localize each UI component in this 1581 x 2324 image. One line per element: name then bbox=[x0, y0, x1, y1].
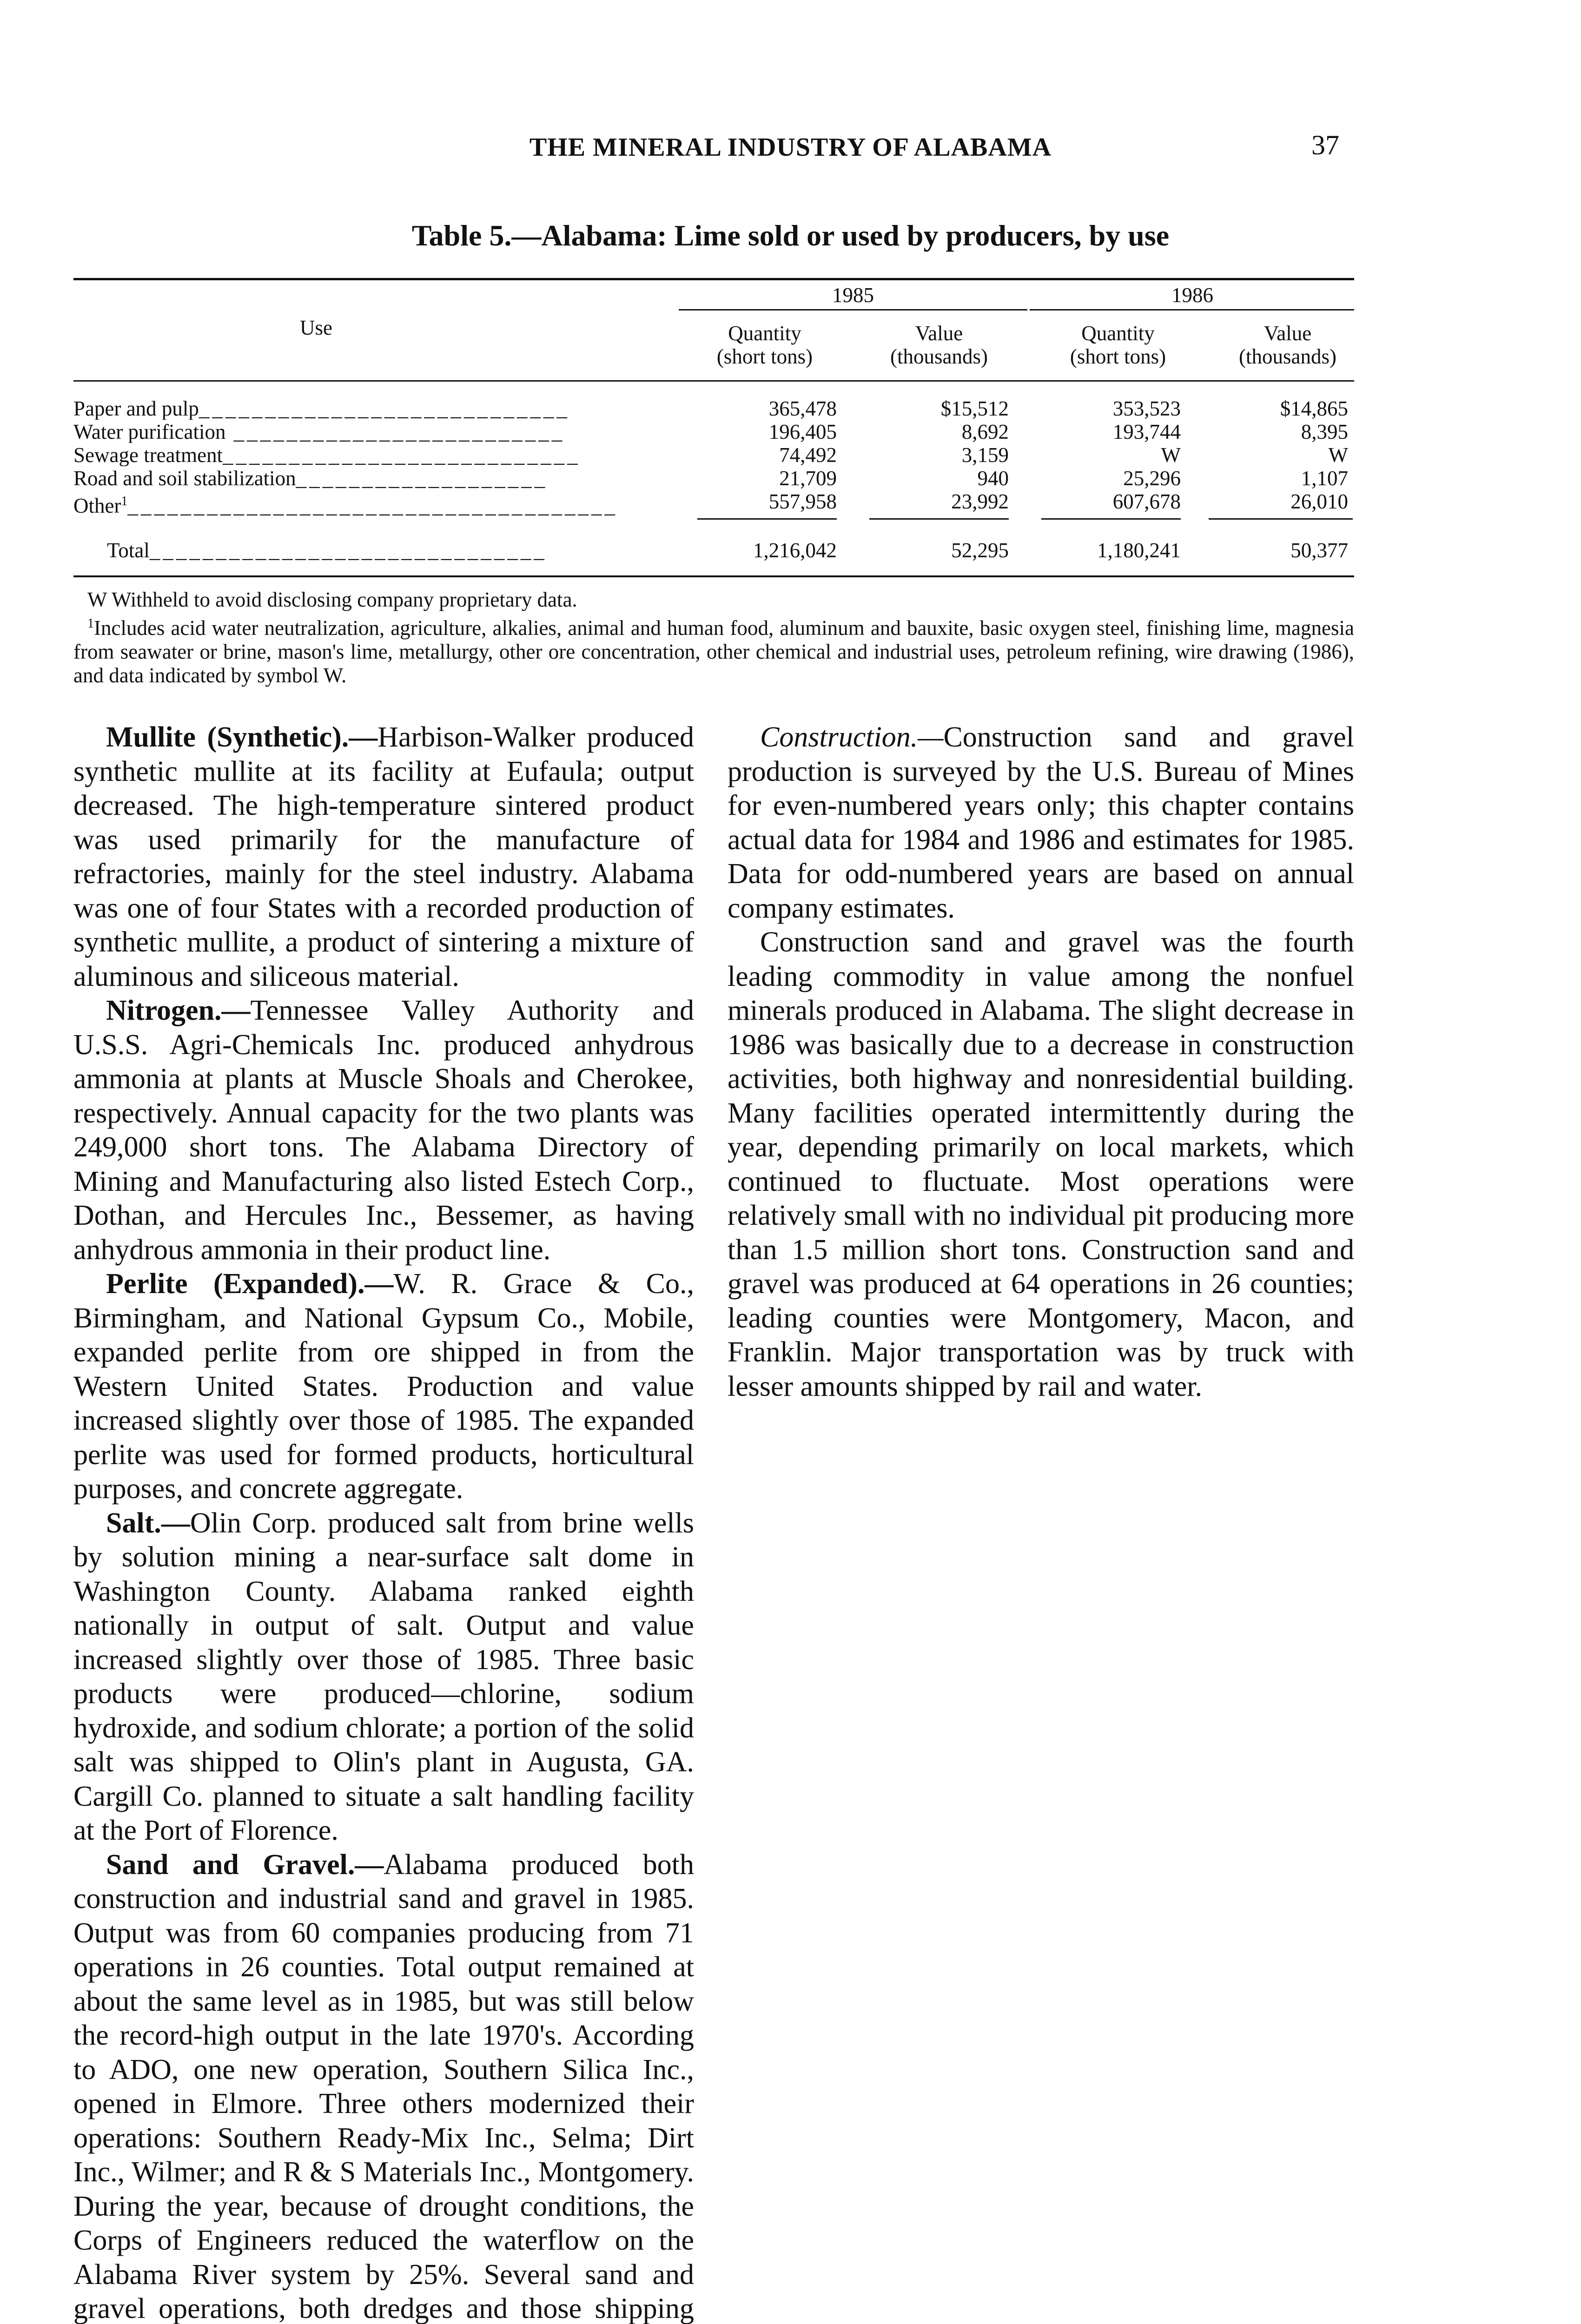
body-column-right bbox=[728, 720, 1354, 1404]
cell-qty-1985: 365,478 bbox=[768, 397, 837, 420]
total-value-1986: 50,377 bbox=[1290, 539, 1348, 562]
cell-qty-1986: W bbox=[1161, 443, 1181, 467]
cell-qty-1985: 557,958 bbox=[768, 490, 837, 513]
footnote-w: W Withheld to avoid disclosing company proprietary data. bbox=[87, 588, 577, 611]
col-header-value-1985: Value (thousands) bbox=[890, 322, 988, 368]
table-top-rule bbox=[73, 278, 1354, 280]
total-qty-1985: 1,216,042 bbox=[753, 539, 837, 562]
total-rule bbox=[1041, 518, 1181, 520]
running-header: THE MINERAL INDUSTRY OF ALABAMA bbox=[529, 133, 1052, 162]
paragraph-perlite: Perlite (Expanded).—W. R. Grace & Co., Birmingham, and National Gypsum Co., Mobile, expanded perlite from ore shipped in from the Western United States. Production and value increased slightly over those of 1985. The expanded perlite was used for formed products, horticultural purposes, and concrete aggregate. bbox=[73, 1268, 694, 1505]
cell-qty-1985: 21,709 bbox=[779, 467, 837, 490]
row-use-label: Paper and pulp____________________________ bbox=[73, 397, 570, 420]
table-title: Table 5.—Alabama: Lime sold or used by producers, by use bbox=[411, 219, 1170, 252]
cell-value-1985: 23,992 bbox=[951, 490, 1009, 513]
paragraph-construction: Construction.—Construction sand and gravel production is surveyed by the U.S. Bureau of Mines for even-numbered years only; this chapter contains actual data for 1984 and 1986 and estimates for 1985. Data for odd-numbered years are based on annual company estimates. bbox=[728, 721, 1354, 924]
cell-value-1986: 8,395 bbox=[1301, 420, 1348, 443]
table-bottom-rule bbox=[73, 575, 1354, 577]
year-1985-header: 1985 bbox=[832, 284, 874, 307]
paragraph-construction-2: Construction sand and gravel was the fourth leading commodity in value among the nonfuel minerals produced in Alabama. The slight decrease in 1986 was basically due to a decrease in construction activities, both highway and nonresidential building. Many facilities operated intermittently during the year, depending primarily on local markets, which continued to fluctuate. Most operations were relatively small with no individual pit producing more than 1.5 million short tons. Construction sand and gravel was produced at 64 operations in 26 counties; leading counties were Montgomery, Macon, and Franklin. Major transportation was by truck with lesser amounts shipped by rail and water. bbox=[728, 926, 1354, 1402]
cell-value-1985: $15,512 bbox=[940, 397, 1009, 420]
total-rule bbox=[697, 518, 837, 520]
col-header-qty-1986: Quantity (short tons) bbox=[1070, 322, 1166, 368]
paragraph-mullite: Mullite (Synthetic).—Harbison-Walker produced synthetic mullite at its facility at Eufaula; output decreased. The high-temperature sintered product was used primarily for the manufacture of refractories, mainly for the steel industry. Alabama was one of four States with a recorded production of synthetic mullite, a product of sintering a mixture of aluminous and siliceous material. bbox=[73, 721, 694, 992]
cell-value-1986: 26,010 bbox=[1290, 490, 1348, 513]
row-use-label: Sewage treatment___________________________ bbox=[73, 444, 581, 466]
page-number: 37 bbox=[1311, 130, 1339, 160]
paragraph-nitrogen: Nitrogen.—Tennessee Valley Authority and U.S.S. Agri-Chemicals Inc. produced anhydrous ammonia at plants at Muscle Shoals and Cherokee, respectively. Annual capacity for the two plants was 249,000 short tons. The Alabama Directory of Mining and Manufacturing also listed Estech Corp., Dothan, and Hercules Inc., Bessemer, as having anhydrous ammonia in their product line. bbox=[73, 995, 694, 1266]
paragraph-sand-gravel: Sand and Gravel.—Alabama produced both construction and industrial sand and gravel in 1985. Output was from 60 companies producing from 71 operations in 26 counties. Total output remained at about the same level as in 1985, but was still below the record-high output in the late 1970's. According to ADO, one new operation, Southern Silica Inc., opened in Elmore. Three others modernized their operations: Southern Ready-Mix Inc., Selma; Dirt Inc., Wilmer; and R & S Materials Inc., Montgomery. During the year, because of drought conditions, the Corps of Engineers reduced the waterflow on the Alabama River system by 25%. Several sand and gravel operations, both dredges and those shipping bbox=[73, 1849, 694, 2324]
year-1986-spanner-rule bbox=[1030, 309, 1354, 310]
paragraph-salt: Salt.—Olin Corp. produced salt from brine wells by solution mining a near-surface salt dome in Washington County. Alabama ranked eighth nationally in output of salt. Output and value increased slightly over those of 1985. Three basic products were produced—chlorine, sodium hydroxide, and sodium chlorate; a portion of the solid salt was shipped to Olin's plant in Augusta, GA. Cargill Co. planned to situate a salt handling facility at the Port of Florence. bbox=[73, 1507, 694, 1846]
cell-value-1986: $14,865 bbox=[1280, 397, 1348, 420]
total-qty-1986: 1,180,241 bbox=[1097, 539, 1181, 562]
total-rule bbox=[1209, 518, 1353, 520]
row-use-label: Other$^1$_____________________________________ bbox=[73, 494, 618, 517]
cell-qty-1986: 193,744 bbox=[1112, 420, 1181, 443]
body-column-left bbox=[73, 720, 694, 2324]
cell-value-1985: 3,159 bbox=[961, 443, 1009, 467]
row-use-label: Road and soil stabilization___________________ bbox=[73, 467, 548, 489]
cell-qty-1985: 196,405 bbox=[768, 420, 837, 443]
col-header-qty-1985: Quantity (short tons) bbox=[716, 322, 813, 368]
stub-header: Use bbox=[300, 316, 332, 339]
year-1985-spanner-rule bbox=[679, 309, 1027, 310]
footnote-1: $^1$Includes acid water neutralization, agriculture, alkalies, animal and human food, aluminum and bauxite, basic oxygen steel, finishing lime, magnesia from seawater or brine, mason's lime, metallurgy, other ore concentration, other chemical and industrial uses, petroleum refining, wire drawing (1986), and data indicated by symbol W. bbox=[73, 616, 1354, 687]
total-value-1985: 52,295 bbox=[951, 539, 1009, 562]
year-1986-header: 1986 bbox=[1171, 284, 1213, 307]
table-footnotes bbox=[73, 588, 1354, 687]
cell-qty-1986: 353,523 bbox=[1112, 397, 1181, 420]
cell-value-1986: W bbox=[1328, 443, 1348, 467]
header-bottom-rule bbox=[73, 380, 1354, 382]
cell-qty-1986: 25,296 bbox=[1123, 467, 1181, 490]
cell-qty-1986: 607,678 bbox=[1112, 490, 1181, 513]
total-rule bbox=[869, 518, 1009, 520]
cell-qty-1985: 74,492 bbox=[779, 443, 837, 467]
cell-value-1985: 940 bbox=[977, 467, 1009, 490]
cell-value-1985: 8,692 bbox=[961, 420, 1009, 443]
row-use-label: Water purification _________________________ bbox=[73, 421, 565, 443]
col-header-value-1986: Value (thousands) bbox=[1239, 322, 1336, 368]
cell-value-1986: 1,107 bbox=[1301, 467, 1348, 490]
total-label: Total______________________________ bbox=[107, 539, 547, 561]
